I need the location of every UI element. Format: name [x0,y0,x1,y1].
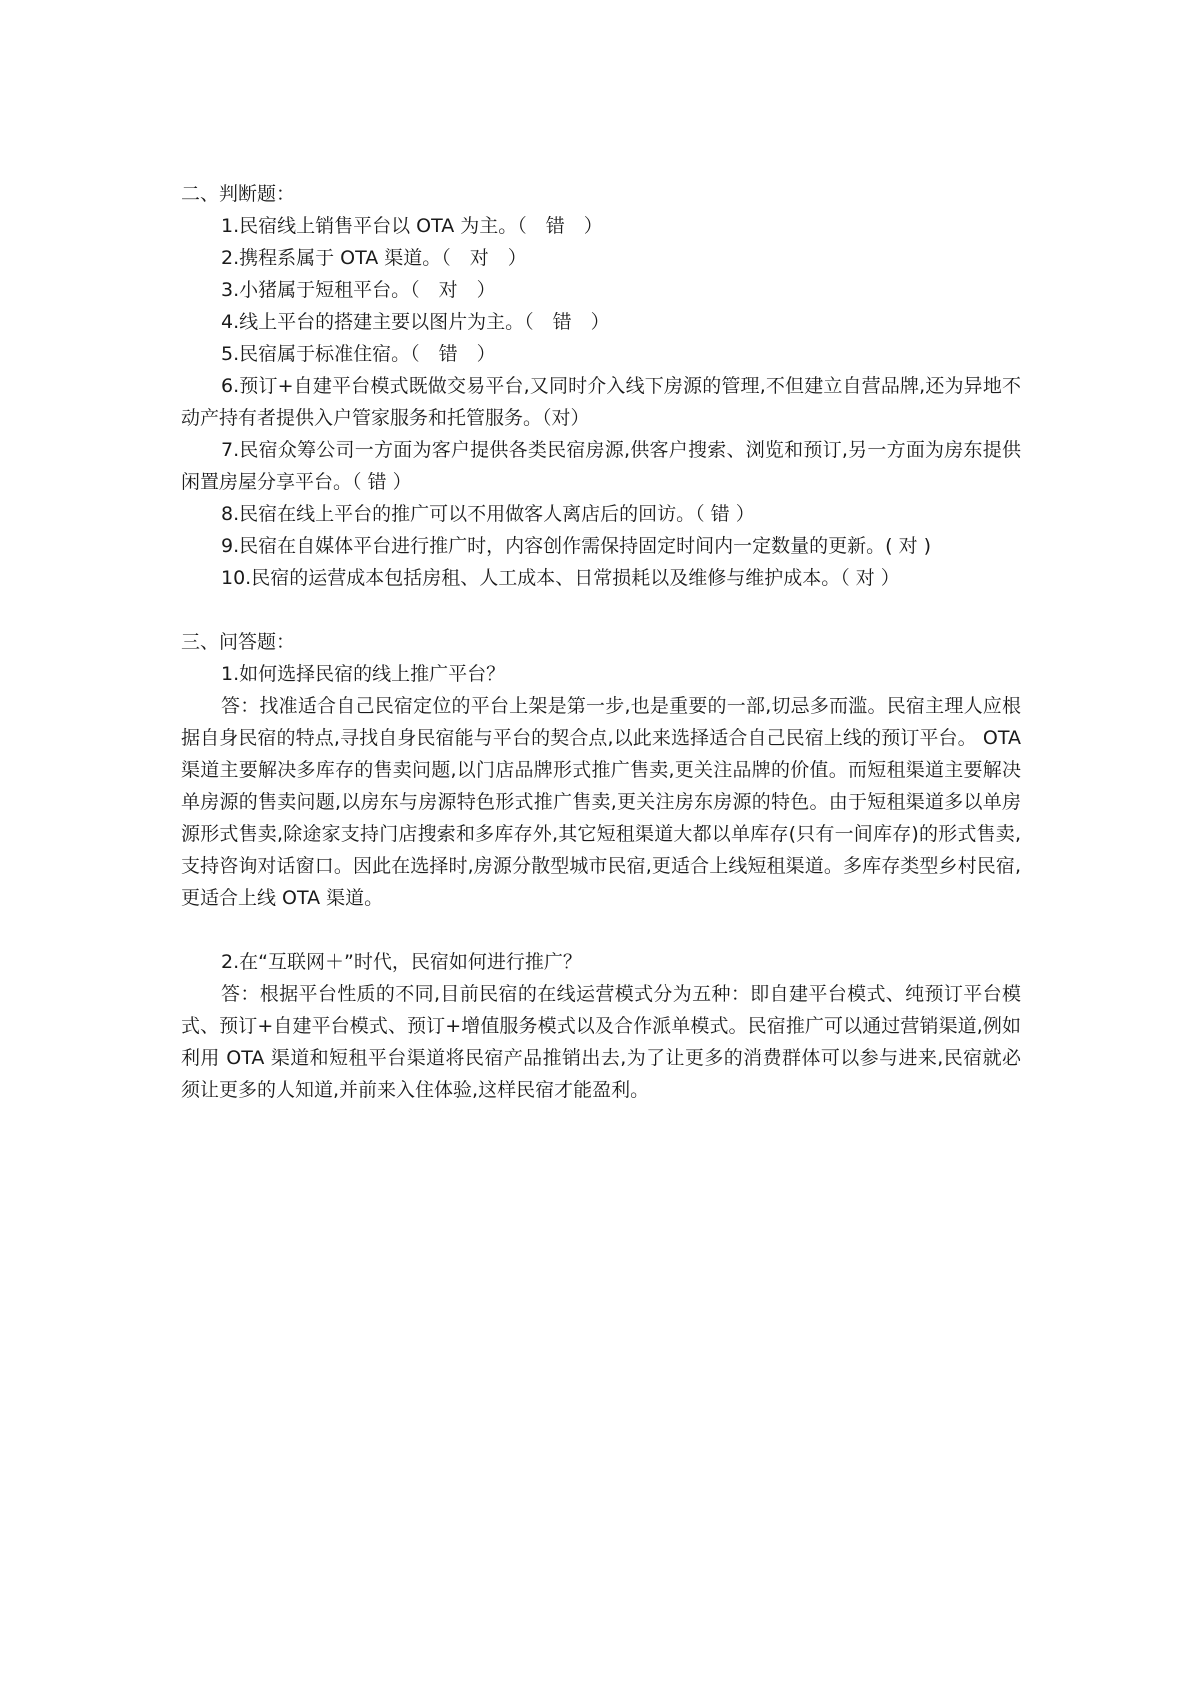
qa-question-2: 2.在“互联网＋”时代，民宿如何进行推广？ [221,951,582,973]
judgment-item-1: 1.民宿线上销售平台以 OTA 为主。（ 错 ） [221,215,603,237]
judgment-item-3: 3.小猪属于短租平台。（ 对 ） [221,279,496,301]
judgment-item-2: 2.携程系属于 OTA 渠道。（ 对 ） [221,247,527,269]
qa-spacer [181,914,1021,946]
judgment-item-10: 10.民宿的运营成本包括房租、人工成本、日常损耗以及维修与维护成本。（ 对 ） [221,567,900,589]
section-heading-judgment: 二、判断题： [181,183,296,205]
judgment-item-9: 9.民宿在自媒体平台进行推广时，内容创作需保持固定时间内一定数量的更新。( 对 ) [221,535,932,557]
judgment-item-5: 5.民宿属于标准住宿。（ 错 ） [221,343,496,365]
judgment-item-8: 8.民宿在线上平台的推广可以不用做客人离店后的回访。（ 错 ） [221,503,755,525]
section-heading-qa: 三、问答题： [181,631,296,653]
judgment-item-7: 7.民宿众筹公司一方面为客户提供各类民宿房源,供客户搜索、浏览和预订,另一方面为房东提供闲置房屋分享平台。（ 错 ） [181,439,1021,493]
qa-question-1: 1.如何选择民宿的线上推广平台？ [221,663,506,685]
judgment-item-6: 6.预订+自建平台模式既做交易平台,又同时介入线下房源的管理,不但建立自营品牌,还为异地不动产持有者提供入户管家服务和托管服务。（对） [181,375,1021,429]
section-spacer [181,594,1021,626]
judgment-item-4: 4.线上平台的搭建主要以图片为主。（ 错 ） [221,311,610,333]
qa-answer-1: 答：找准适合自己民宿定位的平台上架是第一步,也是重要的一部,切忌多而滥。民宿主理人应根据自身民宿的特点,寻找自身民宿能与平台的契合点,以此来选择适合自己民宿上线的预订平台。 OTA 渠道主要解决多库存的售卖问题,以门店品牌形式推广售卖,更关注品牌的价值。而短租渠道主要解决单房源的售卖问题,以房东与房源特色形式推广售卖,更关注房东房源的特色。由于短租渠道多以单房源形式售卖,除途家支持门店搜索和多库存外,其它短租渠道大都以单库存(只有一间库存)的形式售卖,支持咨询对话窗口。因此在选择时,房源分散型城市民宿,更适合上线短租渠道。多库存类型乡村民宿,更适合上线 OTA 渠道。 [181,695,1021,909]
qa-answer-2: 答：根据平台性质的不同,目前民宿的在线运营模式分为五种：即自建平台模式、纯预订平台模式、预订+自建平台模式、预订+增值服务模式以及合作派单模式。民宿推广可以通过营销渠道,例如利用 OTA 渠道和短租平台渠道将民宿产品推销出去,为了让更多的消费群体可以参与进来,民宿就必须让更多的人知道,并前来入住体验,这样民宿才能盈利。 [181,983,1021,1101]
document-content [181,178,1021,1106]
